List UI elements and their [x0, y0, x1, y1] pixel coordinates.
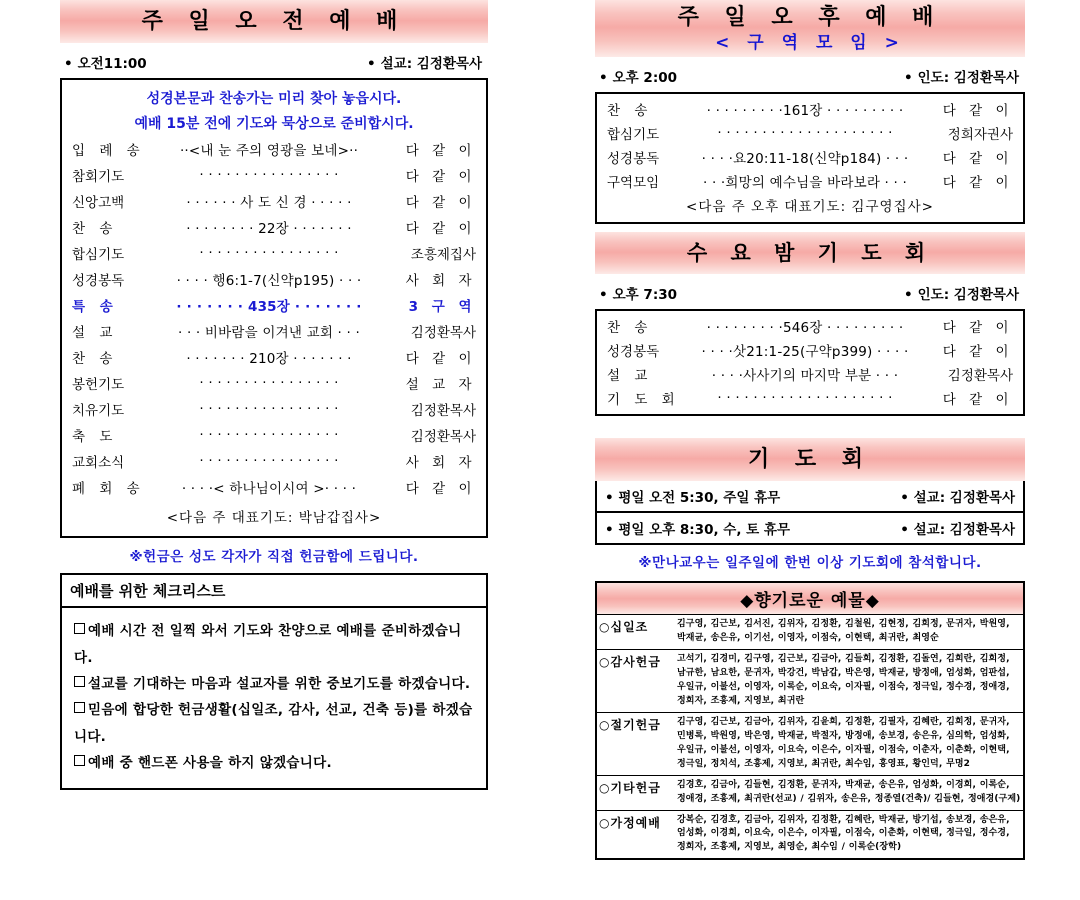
checklist-item[interactable]: [74, 697, 476, 750]
sunday-morning-next-week: <다음 주 대표기도: 박남갑집사>: [166, 510, 382, 527]
checklist-item[interactable]: [74, 618, 476, 671]
order-item: · · ·희망의 예수님을 바라보라 · · ·: [702, 174, 908, 191]
sunday-afternoon-time: • 오후 2:00: [599, 66, 677, 86]
prayer-meeting-row: [597, 512, 1023, 543]
sunday-morning-order-table: [72, 136, 476, 500]
order-person: 김정환목사: [410, 403, 476, 420]
offering-footnote: ※헌금은 성도 각자가 직접 헌금함에 드립니다.: [129, 549, 419, 566]
order-item: · · · · · · · · · · · · · · · ·: [199, 167, 339, 184]
order-item: · · · · · · · · ·161장 · · · · · · · · ·: [706, 102, 904, 119]
prayer-meeting-time: • 평일 오후 8:30, 수, 토 휴무: [597, 512, 855, 543]
checklist-item[interactable]: [74, 750, 476, 776]
prayer-meeting-box: [595, 481, 1025, 545]
order-label: 찬 송: [607, 319, 653, 336]
order-person: 김정환목사: [410, 325, 476, 342]
sunday-morning-preacher: • 설교: 김정환목사: [367, 52, 482, 72]
offering-names: 김경호, 김금아, 김들현, 김정환, 문귀자, 박재균, 송은유, 엄성화, 이경희, 이록순, 정애경, 조흥제, 최귀란(선교) / 김위자, 송은유, 정종열(건축)/ 김들현, 정애경(구제): [675, 775, 1023, 810]
order-label: 설 교: [72, 325, 118, 342]
wednesday-meta: [595, 274, 1025, 309]
worship-notice-line1: 성경본문과 찬송가는 미리 찾아 놓읍시다.: [146, 91, 402, 108]
order-person: 다 같 이: [405, 351, 476, 368]
offering-row: [597, 615, 1023, 649]
order-label: 구역모임: [607, 174, 660, 191]
offering-category: ○가정예배: [597, 810, 675, 858]
order-row: [72, 474, 476, 500]
order-label: 폐 회 송: [72, 481, 145, 498]
order-person: 다 같 이: [405, 221, 476, 238]
order-item: · · · · · · · · 22장 · · · · · · ·: [186, 221, 352, 238]
checkbox-icon[interactable]: [74, 676, 85, 687]
order-item: · · · · · · · · · · · · · · · ·: [199, 401, 339, 418]
order-person: 다 같 이: [942, 150, 1013, 167]
checklist-box: [60, 573, 488, 790]
order-row: [72, 344, 476, 370]
prayer-meeting-table: [597, 481, 1023, 543]
offering-row: [597, 775, 1023, 810]
order-person: 다 같 이: [942, 319, 1013, 336]
order-row: [607, 362, 1013, 386]
sunday-afternoon-banner: [595, 0, 1025, 57]
sunday-afternoon-title: 주 일 오 후 예 배: [677, 5, 943, 30]
order-item: · · · ·삿21:1-25(구약p399) · · · ·: [701, 343, 909, 360]
checklist-item[interactable]: [74, 671, 476, 697]
order-item: · · · · · · · · ·546장 · · · · · · · · ·: [706, 319, 904, 336]
offering-names: 고석기, 김경미, 김구영, 김근보, 김금아, 김들희, 김정환, 김돌연, 김희란, 김희정, 남규한, 남요한, 문귀자, 박강건, 박남갑, 박은영, 박재균, 방정애, 엄성화, 엄판섭, 우일규, 이불선, 이영자, 이록순, 이요숙, 이자필, 이점숙, 정극일, 정수경, 정애경, 정희자, 조흥제, 지영보, 최귀란: [675, 650, 1023, 713]
order-row: [72, 318, 476, 344]
order-label: 합심기도: [607, 126, 660, 143]
order-row: [72, 448, 476, 474]
order-label: 봉헌기도: [72, 377, 125, 394]
order-person: 사 회 자: [405, 273, 476, 290]
order-person: 다 같 이: [405, 481, 476, 498]
order-person: 김정환목사: [410, 429, 476, 446]
order-item: · · · · · · · 210장 · · · · · · ·: [186, 351, 352, 368]
order-row: [72, 266, 476, 292]
order-item: · · · · · · · 435장 · · · · · · ·: [176, 299, 362, 316]
order-label: 치유기도: [72, 403, 125, 420]
order-label: 기 도 회: [607, 391, 680, 408]
left-column: [60, 0, 488, 790]
prayer-meeting-row: [597, 481, 1023, 512]
sunday-afternoon-order-box: [595, 92, 1025, 224]
order-item: · · · · · · · · · · · · · · · ·: [199, 453, 339, 470]
order-row: [607, 97, 1013, 121]
order-item: · · · · · · · · · · · · · · · ·: [199, 375, 339, 392]
offering-names: 강복순, 김경호, 김금아, 김위자, 김정환, 김혜란, 박재균, 방기섭, 송보경, 송은유, 엄성화, 이경희, 이요숙, 이은수, 이자필, 이점숙, 이춘화, 이현택, 정극일, 정수경, 정희자, 조흥제, 지영보, 최영순, 최수임 / 이록순(장학): [675, 810, 1023, 858]
order-person: 다 같 이: [942, 102, 1013, 119]
checklist-item-label: 설교를 기대하는 마음과 설교자를 위한 중보기도를 하겠습니다.: [88, 675, 471, 692]
offering-row: [597, 712, 1023, 775]
order-person: 사 회 자: [405, 455, 476, 472]
order-person: 정희자권사: [947, 126, 1013, 143]
checkbox-icon[interactable]: [74, 623, 85, 634]
wednesday-order-table: [607, 314, 1013, 410]
order-row: [607, 169, 1013, 193]
order-item: · · · · · · · · · · · · · · · ·: [199, 245, 339, 262]
sunday-afternoon-meta: [595, 57, 1025, 92]
checklist-item-label: 믿음에 합당한 헌금생활(십일조, 감사, 선교, 건축 등)를 하겠습니다.: [74, 702, 473, 745]
sunday-afternoon-next-week: <다음 주 오후 대표기도: 김구영집사>: [686, 198, 934, 215]
order-label: 합심기도: [72, 247, 125, 264]
order-person: 조흥제집사: [410, 247, 476, 264]
offering-category: ○기타헌금: [597, 775, 675, 810]
offerings-title: ◆향기로운 예물◆: [597, 583, 1023, 615]
order-label: 설 교: [607, 367, 653, 384]
sunday-afternoon-subtitle: < 구 역 모 임 >: [715, 33, 905, 54]
checklist-item-label: 예배 중 핸드폰 사용을 하지 않겠습니다.: [88, 754, 332, 771]
order-item: · · · ·사사기의 마지막 부분 · · ·: [711, 367, 899, 384]
order-row: [72, 292, 476, 318]
checklist-items: [62, 608, 486, 788]
order-item: · · · · 행6:1-7(신약p195) · · ·: [176, 273, 362, 290]
order-person: 설 교 자: [405, 377, 476, 394]
order-label: 찬 송: [607, 102, 653, 119]
order-person: 다 같 이: [942, 391, 1013, 408]
checkbox-icon[interactable]: [74, 702, 85, 713]
offerings-box: [595, 581, 1025, 860]
right-column: [595, 0, 1025, 860]
offering-category: ○감사헌금: [597, 650, 675, 713]
wednesday-time: • 오후 7:30: [599, 283, 677, 303]
order-row: [72, 240, 476, 266]
order-item: · · · ·< 하나님이시여 >· · · ·: [181, 481, 357, 498]
prayer-meeting-preacher: • 설교: 김정환목사: [900, 490, 1015, 507]
sunday-morning-meta: [60, 43, 488, 78]
checklist-item-label: 예배 시간 전 일찍 와서 기도와 찬양으로 예배를 준비하겠습니다.: [74, 623, 462, 666]
order-row: [607, 386, 1013, 410]
wednesday-title: 수 요 밤 기 도 회: [686, 240, 934, 265]
order-row: [72, 188, 476, 214]
sunday-morning-banner: [60, 0, 488, 43]
order-label: 성경봉독: [72, 273, 125, 290]
sunday-morning-order-box: [60, 78, 488, 538]
order-label: 찬 송: [72, 221, 118, 238]
checklist-title: 예배를 위한 체크리스트: [62, 575, 486, 608]
sunday-afternoon-leader: • 인도: 김정환목사: [904, 66, 1019, 86]
wednesday-banner: [595, 232, 1025, 274]
order-label: 특 송: [72, 299, 118, 316]
order-person: 다 같 이: [405, 169, 476, 186]
wednesday-order-box: [595, 309, 1025, 416]
checkbox-icon[interactable]: [74, 755, 85, 766]
sunday-morning-title: 주 일 오 전 예 배: [141, 9, 407, 34]
order-item: · · · · · · · · · · · · · · · · · · · ·: [717, 124, 893, 141]
order-label: 신앙고백: [72, 195, 125, 212]
prayer-meeting-footnote: ※만나교우는 일주일에 한번 이상 기도회에 참석합니다.: [638, 555, 982, 572]
order-item: · · · ·요20:11-18(신약p184) · · ·: [701, 150, 909, 167]
order-row: [607, 338, 1013, 362]
order-item: · · · · · · 사 도 신 경 · · · · ·: [186, 195, 352, 212]
wednesday-leader: • 인도: 김정환목사: [904, 283, 1019, 303]
order-person: 다 같 이: [942, 174, 1013, 191]
order-label: 찬 송: [72, 351, 118, 368]
offering-row: [597, 810, 1023, 858]
order-person: 김정환목사: [947, 367, 1013, 384]
order-label: 참회기도: [72, 169, 125, 186]
order-row: [607, 145, 1013, 169]
order-label: 성경봉독: [607, 150, 660, 167]
offering-names: 김구영, 김근보, 김금아, 김위자, 김윤희, 김정환, 김필자, 김혜란, 김희정, 문귀자, 민병록, 박원영, 박은영, 박재균, 박절자, 방정애, 송보경, 송은유, 심의학, 엄성화, 우일규, 이불선, 이영자, 이요숙, 이은수, 이자필, 이점숙, 이춘자, 이춘화, 이현택, 정극일, 정치석, 조흥제, 지영보, 최귀란, 최수임, 홍영표, 황인덕, 무명2: [675, 712, 1023, 775]
offering-category: ○십일조: [599, 620, 649, 635]
sunday-morning-time: • 오전11:00: [64, 52, 147, 72]
offering-names: 김구영, 김근보, 김서진, 김위자, 김정환, 김철원, 김현정, 김희정, 문귀자, 박원영, 박재균, 송은유, 이기선, 이영자, 이점숙, 이현택, 최귀란, 최영순: [677, 619, 1010, 644]
order-person: 다 같 이: [405, 195, 476, 212]
offerings-table: [597, 615, 1023, 858]
prayer-meeting-title: 기 도 회: [747, 446, 873, 472]
order-label: 입 례 송: [72, 143, 145, 160]
order-label: 축 도: [72, 429, 118, 446]
order-item: · · · · · · · · · · · · · · · ·: [199, 427, 339, 444]
order-row: [72, 370, 476, 396]
order-person: 다 같 이: [942, 343, 1013, 360]
order-row: [607, 121, 1013, 145]
prayer-meeting-banner: [595, 438, 1025, 481]
offering-row: [597, 650, 1023, 713]
order-label: 교회소식: [72, 455, 125, 472]
order-row: [72, 396, 476, 422]
order-label: 성경봉독: [607, 343, 660, 360]
prayer-meeting-preacher: • 설교: 김정환목사: [855, 512, 1023, 543]
order-person: 3 구 역: [408, 299, 476, 316]
worship-notice-line2: 예배 15분 전에 기도와 묵상으로 준비합시다.: [134, 115, 414, 132]
order-item: ··<내 눈 주의 영광을 보네>··: [179, 143, 359, 160]
order-row: [72, 422, 476, 448]
order-person: 다 같 이: [405, 143, 476, 160]
order-row: [72, 214, 476, 240]
prayer-meeting-time: • 평일 오전 5:30, 주일 휴무: [605, 490, 781, 507]
order-row: [72, 162, 476, 188]
order-row: [72, 136, 476, 162]
worship-notice: [72, 87, 476, 136]
order-row: [607, 314, 1013, 338]
order-item: · · · · · · · · · · · · · · · · · · · ·: [717, 389, 893, 406]
order-item: · · · 비바람을 이겨낸 교회 · · ·: [177, 325, 361, 342]
sunday-afternoon-order-table: [607, 97, 1013, 193]
offering-category: ○절기헌금: [597, 712, 675, 775]
